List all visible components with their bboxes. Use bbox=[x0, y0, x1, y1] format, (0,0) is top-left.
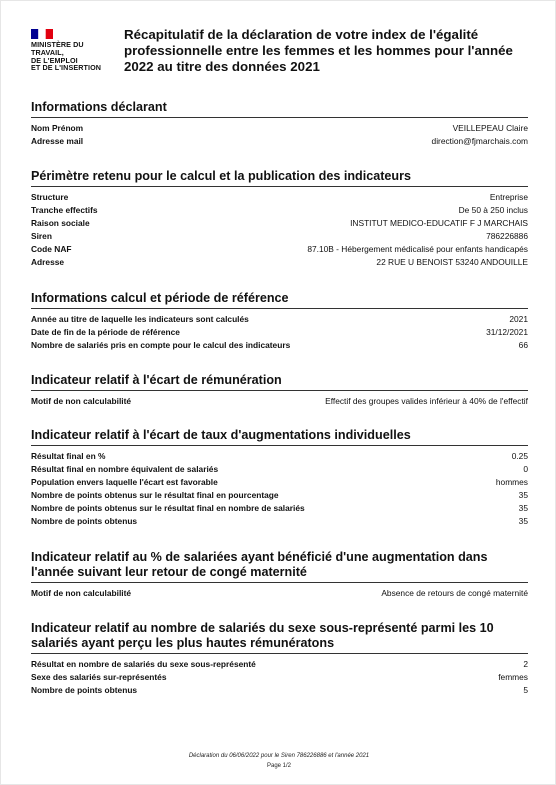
row-label: Population envers laquelle l'écart est favorable bbox=[31, 477, 218, 487]
declaration-note: Déclaration du 06/06/2022 pour le Siren 786226886 et l'année 2021 bbox=[188, 753, 370, 759]
row-value: 5 bbox=[523, 685, 528, 695]
info-row bbox=[31, 217, 528, 230]
info-row bbox=[31, 450, 528, 463]
info-row bbox=[31, 587, 528, 600]
section-title: Périmètre retenu pour le calcul et la publication des indicateurs bbox=[31, 169, 528, 187]
section-title: Indicateur relatif au % de salariées ayant bénéficié d'une augmentation dans l'année suivant leur retour de congé maternité bbox=[31, 550, 528, 583]
row-label: Sexe des salariés sur-représentés bbox=[31, 672, 167, 682]
ministry-line: MINISTÈRE DU bbox=[31, 40, 84, 49]
section-title: Indicateur relatif à l'écart de rémunération bbox=[31, 373, 528, 391]
info-row bbox=[31, 395, 528, 408]
row-label: Nombre de points obtenus bbox=[31, 516, 138, 526]
section-hautes-remunerations bbox=[31, 621, 528, 697]
info-row bbox=[31, 243, 528, 256]
info-row bbox=[31, 313, 528, 326]
info-row bbox=[31, 339, 528, 352]
row-value: 35 bbox=[518, 490, 528, 500]
info-row bbox=[31, 476, 528, 489]
ministry-line: ET DE L'INSERTION bbox=[31, 63, 102, 73]
row-label: Code NAF bbox=[31, 244, 72, 254]
row-value: 2 bbox=[523, 659, 528, 669]
row-value: hommes bbox=[495, 477, 528, 487]
info-row bbox=[31, 256, 528, 269]
section-title: Indicateur relatif à l'écart de taux d'augmentations individuelles bbox=[31, 428, 528, 446]
row-label: Raison sociale bbox=[31, 218, 90, 228]
section-declarant bbox=[31, 100, 528, 148]
info-row bbox=[31, 122, 528, 135]
section-conge-maternite bbox=[31, 550, 528, 600]
row-value: 31/12/2021 bbox=[486, 327, 528, 337]
row-label: Siren bbox=[31, 231, 52, 241]
row-value: 87.10B - Hébergement médicalisé pour enfants handicapés bbox=[307, 244, 528, 254]
row-value: 0.25 bbox=[511, 451, 528, 461]
row-label: Adresse mail bbox=[31, 136, 84, 146]
french-flag-icon bbox=[31, 29, 53, 39]
row-value: 2021 bbox=[509, 314, 528, 324]
row-label: Structure bbox=[31, 192, 69, 202]
row-label: Nom Prénom bbox=[31, 123, 84, 133]
row-value: direction@fjmarchais.com bbox=[431, 136, 528, 146]
row-value: 0 bbox=[523, 464, 528, 474]
section-title: Indicateur relatif au nombre de salariés du sexe sous-représenté parmi les 10 salariés ayant perçu les plus hautes rémunératons bbox=[31, 621, 528, 654]
row-value: femmes bbox=[498, 672, 528, 682]
row-value: Absence de retours de congé maternité bbox=[381, 588, 528, 598]
info-row bbox=[31, 489, 528, 502]
ministry-logo bbox=[31, 29, 113, 72]
row-label: Date de fin de la période de référence bbox=[31, 327, 180, 337]
ministry-line: DE L'EMPLOI bbox=[31, 55, 78, 65]
info-row bbox=[31, 658, 528, 671]
section-title: Informations calcul et période de référence bbox=[31, 291, 528, 309]
info-row bbox=[31, 230, 528, 243]
ministry-line: TRAVAIL, bbox=[31, 47, 64, 57]
row-label: Tranche effectifs bbox=[31, 205, 98, 215]
info-row bbox=[31, 204, 528, 217]
info-row bbox=[31, 135, 528, 148]
row-value: 22 RUE U BENOIST 53240 ANDOUILLE bbox=[376, 257, 528, 267]
info-row bbox=[31, 671, 528, 684]
row-value: INSTITUT MEDICO-EDUCATIF F J MARCHAIS bbox=[350, 218, 528, 228]
row-value: 786226886 bbox=[486, 231, 528, 241]
row-label: Motif de non calculabilité bbox=[31, 588, 132, 598]
section-calcul-periode bbox=[31, 291, 528, 352]
row-value: VEILLEPEAU Claire bbox=[452, 123, 528, 133]
row-label: Année au titre de laquelle les indicateurs sont calculés bbox=[31, 314, 249, 324]
row-label: Motif de non calculabilité bbox=[31, 396, 132, 406]
document-header bbox=[31, 27, 531, 77]
info-row bbox=[31, 684, 528, 697]
row-label: Nombre de points obtenus sur le résultat final en nombre de salariés bbox=[31, 503, 305, 513]
section-title: Informations déclarant bbox=[31, 100, 528, 118]
row-value: Entreprise bbox=[489, 192, 528, 202]
page-footer bbox=[1, 751, 556, 771]
section-ecart-augmentations bbox=[31, 428, 528, 528]
row-label: Résultat final en % bbox=[31, 451, 106, 461]
page-number: Page 1/2 bbox=[266, 763, 292, 769]
info-row bbox=[31, 502, 528, 515]
row-value: De 50 à 250 inclus bbox=[458, 205, 528, 215]
info-row bbox=[31, 463, 528, 476]
ministry-name bbox=[31, 41, 113, 72]
row-label: Résultat en nombre de salariés du sexe sous-représenté bbox=[31, 659, 256, 669]
row-label: Résultat final en nombre équivalent de salariés bbox=[31, 464, 219, 474]
document-title: Récapitulatif de la déclaration de votre index de l'égalité professionnelle entre les femmes et les hommes pour l'année 2022 au titre des données 2021 bbox=[124, 27, 513, 74]
row-value: 35 bbox=[518, 516, 528, 526]
info-row bbox=[31, 515, 528, 528]
section-ecart-remuneration bbox=[31, 373, 528, 408]
row-value: Effectif des groupes valides inférieur à 40% de l'effectif bbox=[325, 396, 528, 406]
row-label: Nombre de salariés pris en compte pour le calcul des indicateurs bbox=[31, 340, 291, 350]
row-value: 35 bbox=[518, 503, 528, 513]
info-row bbox=[31, 191, 528, 204]
row-label: Adresse bbox=[31, 257, 65, 267]
row-value: 66 bbox=[518, 340, 528, 350]
section-perimetre bbox=[31, 169, 528, 269]
info-row bbox=[31, 326, 528, 339]
row-label: Nombre de points obtenus sur le résultat final en pourcentage bbox=[31, 490, 279, 500]
row-label: Nombre de points obtenus bbox=[31, 685, 138, 695]
